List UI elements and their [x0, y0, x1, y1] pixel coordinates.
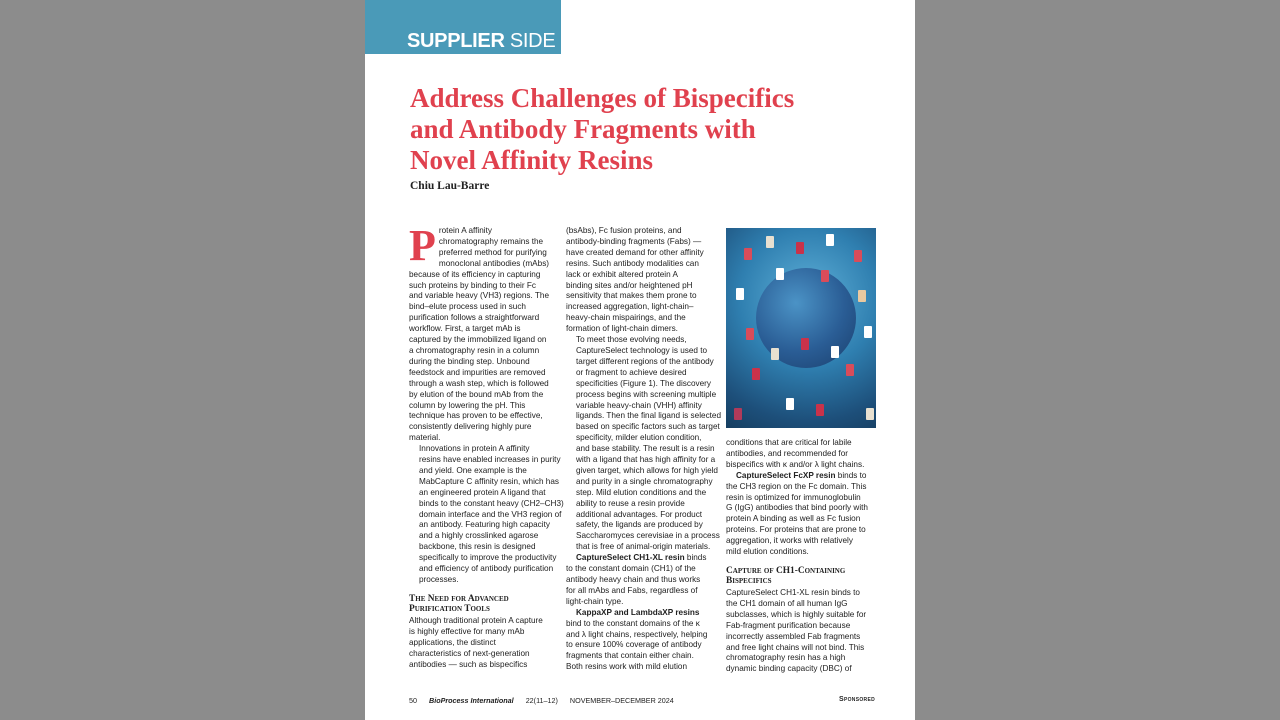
- text-line: monoclonal antibodies (mAbs): [438, 258, 550, 268]
- text-line: ligands. Then the final ligand is selected: [576, 411, 722, 421]
- text-line: proteins. For proteins that are prone to: [726, 525, 866, 535]
- publication-name: BioProcess International: [429, 696, 514, 705]
- article-title: [410, 83, 850, 176]
- text-run: binds to: [835, 470, 867, 480]
- text-line: process begins with screening multiple: [576, 389, 717, 399]
- bold-lead: CaptureSelect FcXP resin: [736, 470, 836, 480]
- bold-lead: KappaXP and LambdaXP resins: [576, 607, 700, 617]
- paragraph: [409, 616, 557, 671]
- text-line: antibodies, and recommended for: [726, 448, 848, 458]
- antibody-fragment: [826, 234, 834, 246]
- text-line: (bsAbs), Fc fusion proteins, and: [566, 226, 682, 235]
- text-line: an antibody. Featuring high capacity: [419, 520, 550, 530]
- text-line: and efficiency of antibody purification: [419, 564, 554, 574]
- text-line: step. Mild elution conditions and the: [576, 487, 707, 497]
- text-line: fragments that contain either chain.: [566, 651, 694, 661]
- antibody-fragment: [771, 348, 779, 360]
- section-banner: [365, 0, 561, 54]
- text-line: sensitivity that makes them prone to: [566, 291, 697, 301]
- text-line: and yield. One example is the: [419, 465, 527, 475]
- author-byline: Chiu Lau-Barre: [410, 180, 490, 192]
- text-line: applications, the distinct: [409, 637, 496, 647]
- issue-date: NOVEMBER–DECEMBER 2024: [569, 696, 674, 705]
- text-line: light-chain type.: [566, 596, 624, 606]
- text-line: chromatography remains the: [438, 236, 544, 246]
- antibody-fragment: [816, 404, 824, 416]
- antibody-fragment: [776, 268, 784, 280]
- paragraph: [566, 335, 722, 553]
- text-line: safety, the ligands are produced by: [576, 520, 703, 530]
- text-line: MabCapture C affinity resin, which has: [419, 476, 560, 486]
- text-line: through a wash step, which is followed: [409, 378, 549, 388]
- text-line: Saccharomyces cerevisiae in a process: [576, 531, 720, 541]
- text-line: given target, which allows for high yield: [576, 465, 718, 475]
- text-line: an engineered protein A ligand that: [419, 487, 546, 497]
- antibody-fragment: [766, 236, 774, 248]
- section-heading: [726, 566, 876, 587]
- text-line: Both resins work with mild elution: [566, 662, 688, 672]
- paragraph: [566, 553, 714, 608]
- drop-cap: P: [409, 221, 436, 270]
- text-line: Although traditional protein A capture: [409, 615, 543, 625]
- text-line: Innovations in protein A affinity: [419, 444, 530, 454]
- antibody-fragment: [866, 408, 874, 420]
- column-2: [566, 226, 722, 673]
- text-line: variable heavy-chain (VHH) affinity: [576, 400, 702, 410]
- text-line: Fab-fragment purification because: [726, 620, 851, 630]
- text-line: The Need for Advanced: [409, 593, 509, 604]
- text-line: the CH3 region on the Fc domain. This: [726, 481, 867, 491]
- text-line: and variable heavy (VH3) regions. The: [409, 291, 550, 301]
- title-line: Address Challenges of Bispecifics: [410, 83, 795, 113]
- text-line: or fragment to achieve desired: [576, 367, 687, 377]
- paragraph: [726, 471, 876, 558]
- text-line: processes.: [419, 575, 459, 584]
- text-line: resin is optimized for immunoglobulin: [726, 492, 861, 502]
- paragraph: [726, 588, 876, 675]
- antibody-fragment: [746, 328, 754, 340]
- antibody-fragment: [801, 338, 809, 350]
- antibody-fragment: [796, 242, 804, 254]
- text-line: material.: [409, 433, 441, 443]
- magazine-page: [365, 0, 915, 720]
- text-line: based on specific factors such as target: [576, 422, 720, 432]
- text-line: protein A binding as well as Fc fusion: [726, 514, 861, 524]
- text-run: binds: [684, 553, 707, 563]
- text-line: antibody heavy chain and thus works: [566, 575, 701, 584]
- column-1: [409, 221, 564, 670]
- text-line: G (IgG) antibodies that bind poorly with: [726, 503, 868, 513]
- text-line: Capture of CH1-Containing: [726, 565, 846, 576]
- text-line: and λ light chains, respectively, helping: [566, 629, 708, 639]
- paragraph: [726, 438, 876, 471]
- text-line: Purification Tools: [409, 604, 490, 615]
- text-line: bind to the constant domains of the κ: [566, 618, 700, 628]
- antibody-fragment: [831, 346, 839, 358]
- text-line: technique has proven to be effective,: [409, 411, 543, 421]
- text-line: feedstock and impurities are removed: [409, 367, 546, 377]
- text-line: rotein A affinity: [438, 226, 492, 235]
- text-line: formation of light-chain dimers.: [566, 324, 678, 334]
- text-line: [566, 553, 714, 564]
- antibody-fragment: [846, 364, 854, 376]
- text-line: the CH1 domain of all human IgG: [726, 598, 848, 608]
- text-line: consistently delivering highly pure: [409, 422, 532, 432]
- text-line: chromatography resin has a high: [726, 653, 846, 663]
- text-line: and free light chains will not bind. This: [726, 642, 865, 652]
- text-line: [566, 608, 714, 619]
- text-line: aggregation, it works with relatively: [726, 536, 853, 546]
- text-line: specifically to improve the productivity: [419, 553, 557, 563]
- text-line: incorrectly assembled Fab fragments: [726, 631, 861, 641]
- text-line: domain interface and the VH3 region of: [419, 509, 562, 519]
- text-line: antibodies — such as bispecifics: [409, 659, 528, 669]
- text-line: purification follows a straightforward: [409, 313, 540, 323]
- text-line: such proteins by binding to their Fc: [409, 280, 536, 290]
- text-line: have created demand for other affinity: [566, 247, 704, 257]
- text-line: To meet those evolving needs,: [576, 335, 687, 345]
- text-line: conditions that are critical for labile: [726, 438, 852, 447]
- text-line: target different regions of the antibody: [576, 356, 714, 366]
- text-line: to the constant domain (CH1) of the: [566, 564, 696, 574]
- antibody-fragment: [736, 288, 744, 300]
- section-heading: [409, 594, 557, 615]
- antibody-fragment: [786, 398, 794, 410]
- antibody-fragment: [858, 290, 866, 302]
- text-line: to ensure 100% coverage of antibody: [566, 640, 702, 650]
- figure-image: [726, 228, 876, 428]
- text-line: CaptureSelect technology is used to: [576, 345, 708, 355]
- text-line: workflow. First, a target mAb is: [409, 324, 521, 334]
- text-line: by elution of the bound mAb from the: [409, 389, 544, 399]
- text-line: captured by the immobilized ligand on: [409, 335, 547, 345]
- text-line: backbone, this resin is designed: [419, 542, 536, 552]
- text-line: and a highly crosslinked agarose: [419, 531, 539, 541]
- sponsored-label: Sponsored: [839, 696, 875, 703]
- text-line: increased aggregation, light-chain–: [566, 302, 694, 312]
- text-line: preferred method for purifying: [438, 247, 547, 257]
- text-line: binds to the constant heavy (CH2–CH3): [419, 498, 564, 508]
- text-line: bispecifics with κ and/or λ light chains.: [726, 459, 865, 469]
- text-line: subclasses, which is highly suitable for: [726, 609, 867, 619]
- paragraph: [566, 226, 714, 335]
- text-line: specificities (Figure 1). The discovery: [576, 378, 711, 388]
- text-line: column by lowering the pH. This: [409, 400, 526, 410]
- banner-label: SUPPLIER SIDE: [407, 30, 556, 52]
- text-line: binding sites and/or heightened pH: [566, 280, 693, 290]
- text-line: lack or exhibit altered protein A: [566, 269, 678, 279]
- volume-issue: 22(11–12): [525, 696, 558, 705]
- title-line: and Antibody Fragments with: [410, 114, 756, 144]
- text-line: heavy-chain mispairings, and the: [566, 313, 686, 323]
- antibody-fragment: [821, 270, 829, 282]
- antibody-fragment: [734, 408, 742, 420]
- text-line: and base stability. The result is a resin: [576, 444, 715, 454]
- text-line: mild elution conditions.: [726, 547, 809, 557]
- bold-lead: CaptureSelect CH1-XL resin: [576, 553, 685, 563]
- text-line: with a ligand that has high affinity for a: [576, 455, 716, 465]
- text-line: a chromatography resin in a column: [409, 345, 540, 355]
- text-line: resins. Such antibody modalities can: [566, 258, 699, 268]
- text-line: specificity, milder elution condition,: [576, 433, 702, 443]
- text-line: that is free of animal-origin materials.: [576, 542, 711, 552]
- title-line: Novel Affinity Resins: [410, 145, 653, 175]
- text-line: because of its efficiency in capturing: [409, 269, 541, 279]
- column-3: [726, 438, 876, 675]
- paragraph: [409, 221, 557, 444]
- antibody-fragment: [744, 248, 752, 260]
- antibody-fragment: [752, 368, 760, 380]
- paragraph: [409, 444, 564, 586]
- text-line: [726, 471, 876, 482]
- text-line: bind–elute process used in such: [409, 302, 526, 312]
- paragraph: [566, 608, 714, 673]
- antibody-fragment: [854, 250, 862, 262]
- antibody-fragment: [864, 326, 872, 338]
- text-line: resins have enabled increases in purity: [419, 455, 561, 465]
- text-line: during the binding step. Unbound: [409, 356, 530, 366]
- text-line: Bispecifics: [726, 576, 772, 587]
- text-line: additional advantages. For product: [576, 509, 703, 519]
- text-line: CaptureSelect CH1-XL resin binds to: [726, 587, 860, 597]
- text-line: dynamic binding capacity (DBC) of: [726, 664, 852, 674]
- text-line: is highly effective for many mAb: [409, 626, 525, 636]
- text-line: ability to reuse a resin provide: [576, 498, 685, 508]
- text-line: for all mAbs and Fabs, regardless of: [566, 585, 698, 595]
- text-line: antibody-binding fragments (Fabs) —: [566, 236, 702, 246]
- page-number: 50: [409, 696, 417, 705]
- text-line: characteristics of next-generation: [409, 648, 530, 658]
- text-line: and purity in a single chromatography: [576, 476, 713, 486]
- page-footer: [409, 696, 684, 705]
